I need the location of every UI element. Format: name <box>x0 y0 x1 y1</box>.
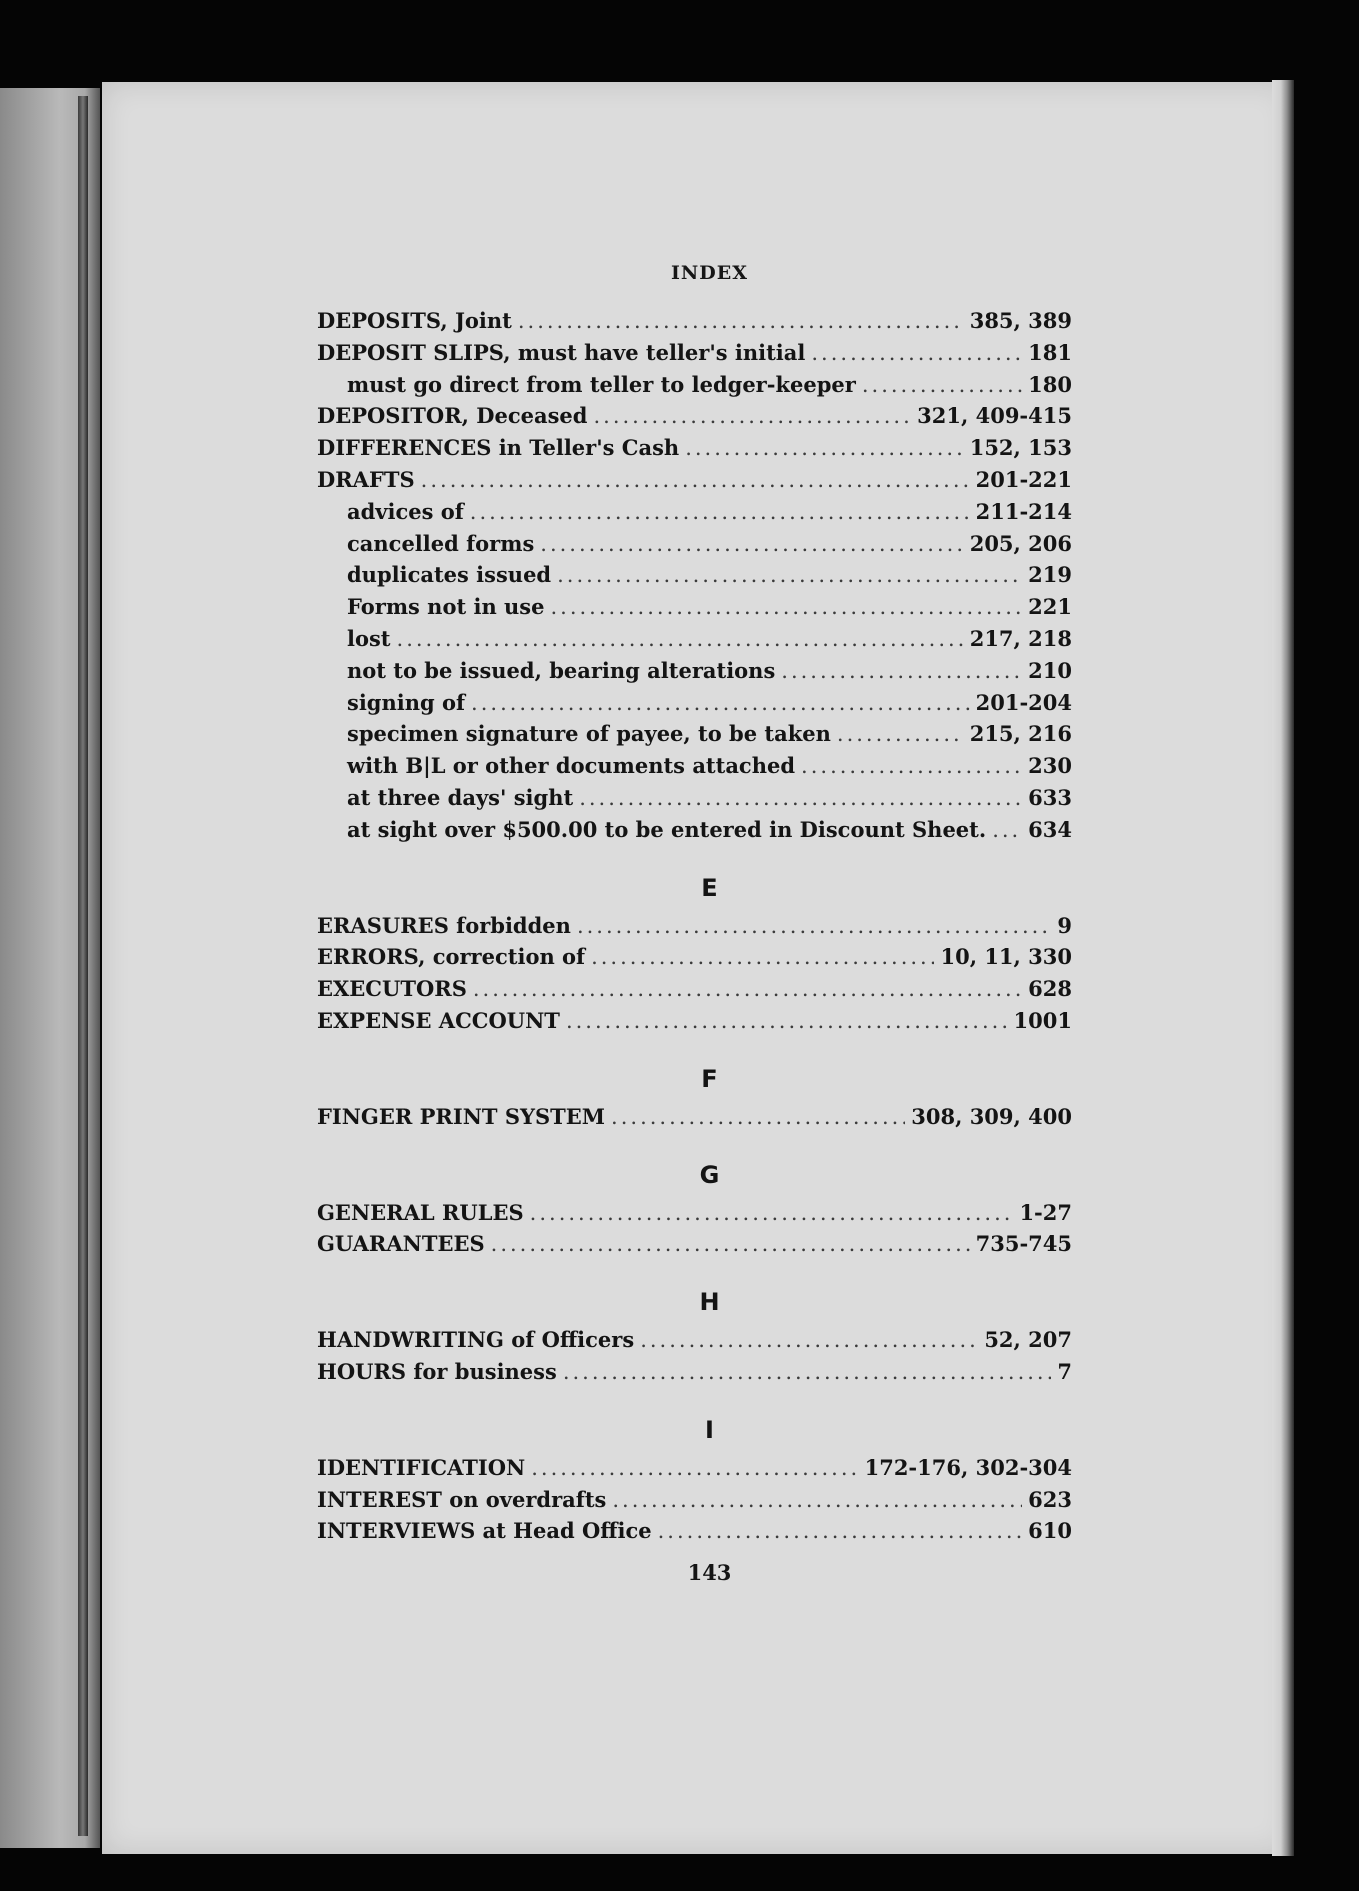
page-number: 143 <box>687 1560 732 1586</box>
dot-leader <box>591 945 934 969</box>
entry-pages: 52, 207 <box>984 1327 1072 1353</box>
dot-leader <box>518 309 964 333</box>
entry-label: at sight over $500.00 to be entered in Discount Sheet. <box>347 816 987 842</box>
index-sections <box>317 308 1072 1550</box>
entry-pages: 385, 389 <box>969 308 1072 333</box>
entry-label: ERASURES forbidden <box>317 912 571 938</box>
section-letter: E <box>701 873 718 902</box>
entry-pages: 180 <box>1028 371 1072 397</box>
index-entry <box>317 976 1072 1008</box>
entry-pages: 210 <box>1028 657 1072 683</box>
entry-pages: 219 <box>1028 562 1072 588</box>
index-entry <box>317 690 1072 722</box>
entry-label: HOURS for business <box>317 1358 557 1384</box>
entry-label: not to be issued, bearing alterations <box>347 657 776 683</box>
entry-pages: 205, 206 <box>969 530 1072 556</box>
dot-leader <box>593 404 911 428</box>
entry-pages: 634 <box>1028 816 1072 842</box>
entry-pages: 1-27 <box>1019 1199 1072 1225</box>
entry-pages: 7 <box>1057 1358 1072 1384</box>
entry-pages: 217, 218 <box>969 625 1072 651</box>
index-entry <box>317 435 1072 467</box>
entry-label: specimen signature of payee, to be taken <box>347 721 831 747</box>
index-entry <box>317 1327 1072 1359</box>
index-entry <box>317 785 1072 817</box>
entry-label: HANDWRITING of Officers <box>317 1327 635 1353</box>
entry-label: DIFFERENCES in Teller's Cash <box>317 435 680 461</box>
index-entry <box>317 1487 1072 1519</box>
entry-label: INTEREST on overdrafts <box>317 1486 607 1512</box>
dot-leader <box>491 1232 970 1256</box>
index-entry <box>317 721 1072 753</box>
entry-label: Forms not in use <box>347 594 545 620</box>
index-entry <box>317 1008 1072 1040</box>
dot-leader <box>530 1201 1014 1225</box>
dot-leader <box>421 468 970 492</box>
index-entry <box>317 531 1072 563</box>
entry-label: with B|L or other documents attached <box>347 753 796 779</box>
entry-label: DEPOSIT SLIPS, must have teller's initial <box>317 339 806 365</box>
entry-label: DRAFTS <box>317 466 415 492</box>
entry-pages: 230 <box>1028 753 1072 779</box>
entry-pages: 623 <box>1028 1486 1072 1512</box>
index-entry <box>317 308 1072 340</box>
index-content <box>317 262 1072 1585</box>
entry-label: lost <box>347 625 391 651</box>
entry-label: at three days' sight <box>347 784 574 810</box>
book-spine-shadow <box>78 96 88 1836</box>
section-letter: H <box>699 1288 720 1317</box>
entry-pages: 221 <box>1028 594 1072 620</box>
entry-pages: 152, 153 <box>969 435 1072 461</box>
dot-leader <box>473 977 1022 1001</box>
dot-leader <box>640 1328 978 1352</box>
index-entry <box>317 944 1072 976</box>
dot-leader <box>471 691 970 715</box>
dot-leader <box>566 1009 1008 1033</box>
entry-label: FINGER PRINT SYSTEM <box>317 1103 606 1129</box>
entry-pages: 10, 11, 330 <box>940 944 1072 970</box>
index-entry <box>317 467 1072 499</box>
index-entry <box>317 499 1072 531</box>
entry-label: EXECUTORS <box>317 976 467 1002</box>
entry-label: EXPENSE ACCOUNT <box>317 1007 560 1033</box>
entry-pages: 172-176, 302-304 <box>864 1454 1072 1480</box>
entry-pages: 610 <box>1028 1518 1072 1544</box>
entry-pages: 215, 216 <box>969 721 1072 747</box>
index-entry <box>317 340 1072 372</box>
dot-leader <box>801 754 1022 778</box>
dot-leader <box>550 595 1022 619</box>
entry-label: ERRORS, correction of <box>317 944 586 970</box>
dot-leader <box>781 659 1022 683</box>
dot-leader <box>579 786 1022 810</box>
entry-label: DEPOSITS, Joint <box>317 308 512 333</box>
page-right-edge <box>1272 80 1294 1856</box>
index-entry <box>317 1455 1072 1487</box>
section-letter: F <box>701 1064 718 1093</box>
dot-leader <box>531 1456 858 1480</box>
section-letter: G <box>699 1160 720 1189</box>
dot-leader <box>563 1360 1052 1384</box>
entry-pages: 211-214 <box>975 498 1072 524</box>
index-entry <box>317 562 1072 594</box>
entry-label: INTERVIEWS at Head Office <box>317 1518 652 1544</box>
index-entry <box>317 626 1072 658</box>
index-entry <box>317 594 1072 626</box>
dot-leader <box>862 373 1022 397</box>
index-entry <box>317 753 1072 785</box>
index-entry <box>317 1359 1072 1391</box>
entry-label: must go direct from teller to ledger-keeper <box>347 371 856 397</box>
entry-pages: 628 <box>1028 976 1072 1002</box>
entry-pages: 201-204 <box>975 689 1072 715</box>
entry-label: DEPOSITOR, Deceased <box>317 403 588 429</box>
index-entry <box>317 1518 1072 1550</box>
entry-pages: 1001 <box>1013 1007 1072 1033</box>
dot-leader <box>540 532 963 556</box>
dot-leader <box>658 1519 1023 1543</box>
entry-pages: 181 <box>1028 339 1072 365</box>
dot-leader <box>992 818 1022 842</box>
entry-label: advices of <box>347 498 464 524</box>
index-entry <box>317 913 1072 945</box>
index-entry <box>317 1231 1072 1263</box>
dot-leader <box>612 1488 1022 1512</box>
index-entry <box>317 1200 1072 1232</box>
entry-label: cancelled forms <box>347 530 535 556</box>
entry-pages: 9 <box>1057 912 1072 938</box>
entry-label: duplicates issued <box>347 562 552 588</box>
dot-leader <box>811 341 1022 365</box>
index-entry <box>317 817 1072 849</box>
entry-label: GUARANTEES <box>317 1231 485 1257</box>
section-letter: I <box>705 1415 714 1444</box>
entry-label: signing of <box>347 689 466 715</box>
entry-label: GENERAL RULES <box>317 1199 524 1225</box>
dot-leader <box>397 627 964 651</box>
dot-leader <box>685 436 964 460</box>
entry-pages: 201-221 <box>975 466 1072 492</box>
dot-leader <box>837 722 964 746</box>
dot-leader <box>557 563 1022 587</box>
index-heading: INDEX <box>671 262 748 284</box>
entry-pages: 321, 409-415 <box>917 403 1072 429</box>
entry-pages: 308, 309, 400 <box>911 1103 1072 1129</box>
entry-pages: 633 <box>1028 784 1072 810</box>
index-entry <box>317 658 1072 690</box>
entry-pages: 735-745 <box>975 1231 1072 1257</box>
index-entry <box>317 372 1072 404</box>
index-entry <box>317 1104 1072 1136</box>
dot-leader <box>611 1105 905 1129</box>
index-entry <box>317 403 1072 435</box>
dot-leader <box>577 914 1051 938</box>
dot-leader <box>470 500 970 524</box>
entry-label: IDENTIFICATION <box>317 1454 526 1480</box>
